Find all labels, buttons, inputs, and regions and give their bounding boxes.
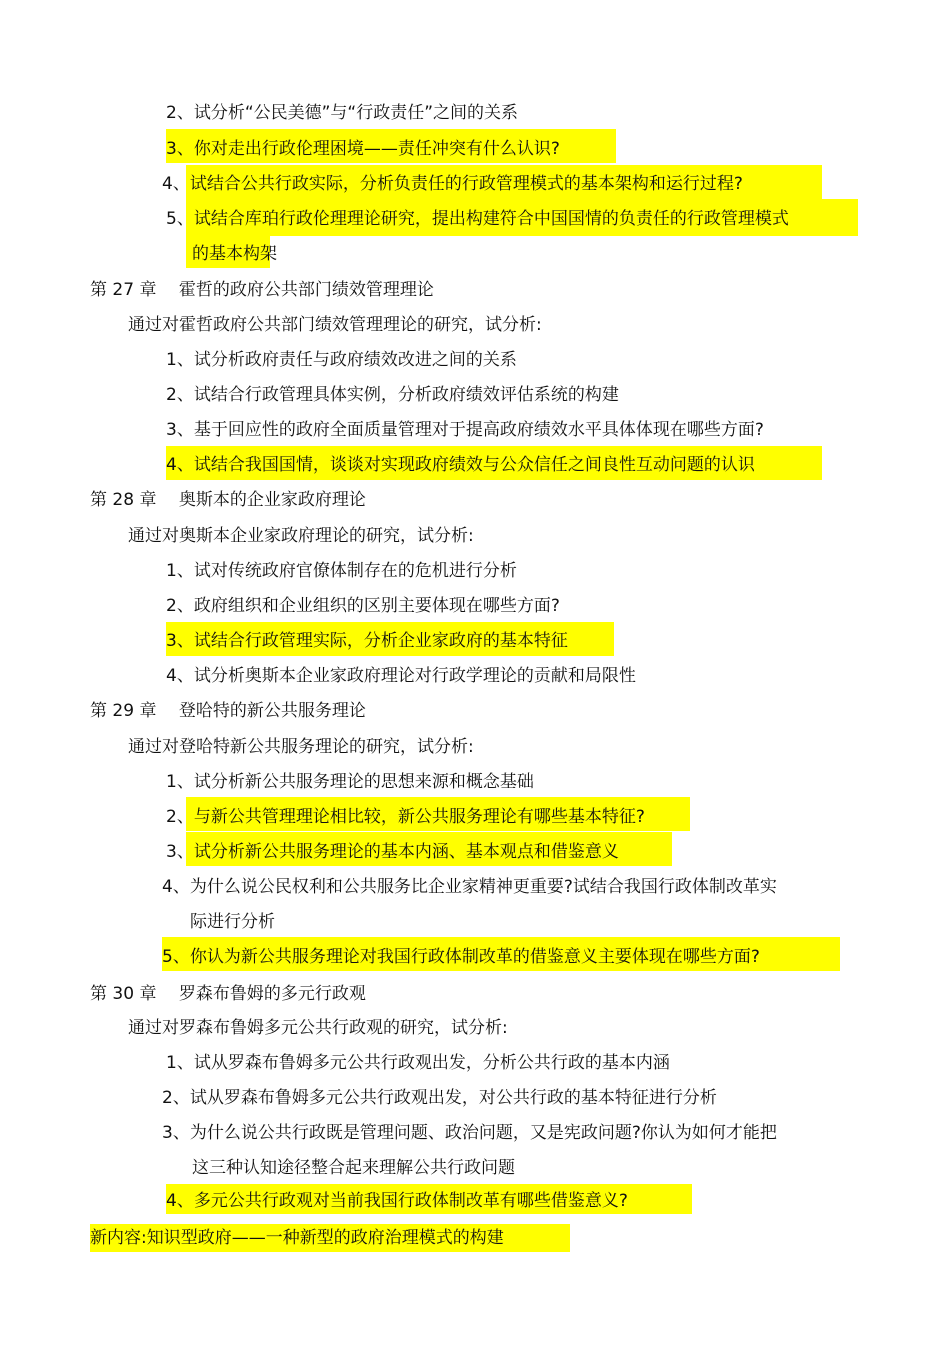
question-item-continuation: 的基本构架 bbox=[192, 244, 277, 264]
question-item-continuation: 这三种认知途径整合起来理解公共行政问题 bbox=[192, 1158, 515, 1178]
question-item: 1、试从罗森布鲁姆多元公共行政观出发，分析公共行政的基本内涵 bbox=[166, 1053, 670, 1073]
question-item: 1、试对传统政府官僚体制存在的危机进行分析 bbox=[166, 561, 517, 581]
question-item: 4、为什么说公民权利和公共服务比企业家精神更重要?试结合我国行政体制改革实 bbox=[162, 877, 777, 897]
question-item: 3、你对走出行政伦理困境——责任冲突有什么认识? bbox=[166, 139, 560, 159]
chapter-heading: 第 27 章 霍哲的政府公共部门绩效管理理论 bbox=[90, 280, 434, 300]
chapter-heading: 第 30 章 罗森布鲁姆的多元行政观 bbox=[90, 984, 366, 1004]
new-content-heading: 新内容:知识型政府——一种新型的政府治理模式的构建 bbox=[90, 1228, 504, 1248]
question-item: 1、试分析新公共服务理论的思想来源和概念基础 bbox=[166, 772, 534, 792]
question-item: 3、试结合行政管理实际，分析企业家政府的基本特征 bbox=[166, 631, 568, 651]
chapter-heading: 第 29 章 登哈特的新公共服务理论 bbox=[90, 701, 366, 721]
question-item: 2、与新公共管理理论相比较，新公共服务理论有哪些基本特征? bbox=[166, 807, 645, 827]
question-item: 5、试结合库珀行政伦理理论研究，提出构建符合中国国情的负责任的行政管理模式 bbox=[166, 209, 789, 229]
question-item: 3、基于回应性的政府全面质量管理对于提高政府绩效水平具体体现在哪些方面? bbox=[166, 420, 764, 440]
question-item: 2、试从罗森布鲁姆多元公共行政观出发，对公共行政的基本特征进行分析 bbox=[162, 1088, 717, 1108]
question-item: 1、试分析政府责任与政府绩效改进之间的关系 bbox=[166, 350, 517, 370]
chapter-intro: 通过对霍哲政府公共部门绩效管理理论的研究，试分析: bbox=[128, 315, 542, 335]
question-item: 3、试分析新公共服务理论的基本内涵、基本观点和借鉴意义 bbox=[166, 842, 619, 862]
question-item: 2、试结合行政管理具体实例，分析政府绩效评估系统的构建 bbox=[166, 385, 619, 405]
question-item: 2、政府组织和企业组织的区别主要体现在哪些方面? bbox=[166, 596, 560, 616]
chapter-intro: 通过对奥斯本企业家政府理论的研究，试分析: bbox=[128, 526, 474, 546]
question-item: 4、试结合我国国情，谈谈对实现政府绩效与公众信任之间良性互动问题的认识 bbox=[166, 455, 755, 475]
chapter-intro: 通过对罗森布鲁姆多元公共行政观的研究，试分析: bbox=[128, 1018, 508, 1038]
question-item: 4、试结合公共行政实际，分析负责任的行政管理模式的基本架构和运行过程? bbox=[162, 174, 743, 194]
question-item-continuation: 际进行分析 bbox=[190, 912, 275, 932]
question-item: 4、多元公共行政观对当前我国行政体制改革有哪些借鉴意义? bbox=[166, 1191, 628, 1211]
question-item: 2、试分析“公民美德”与“行政责任”之间的关系 bbox=[166, 103, 519, 123]
chapter-heading: 第 28 章 奥斯本的企业家政府理论 bbox=[90, 490, 366, 510]
question-item: 3、为什么说公共行政既是管理问题、政治问题，又是宪政问题?你认为如何才能把 bbox=[162, 1123, 777, 1143]
question-item: 5、你认为新公共服务理论对我国行政体制改革的借鉴意义主要体现在哪些方面? bbox=[162, 947, 760, 967]
chapter-intro: 通过对登哈特新公共服务理论的研究，试分析: bbox=[128, 737, 474, 757]
question-item: 4、试分析奥斯本企业家政府理论对行政学理论的贡献和局限性 bbox=[166, 666, 636, 686]
